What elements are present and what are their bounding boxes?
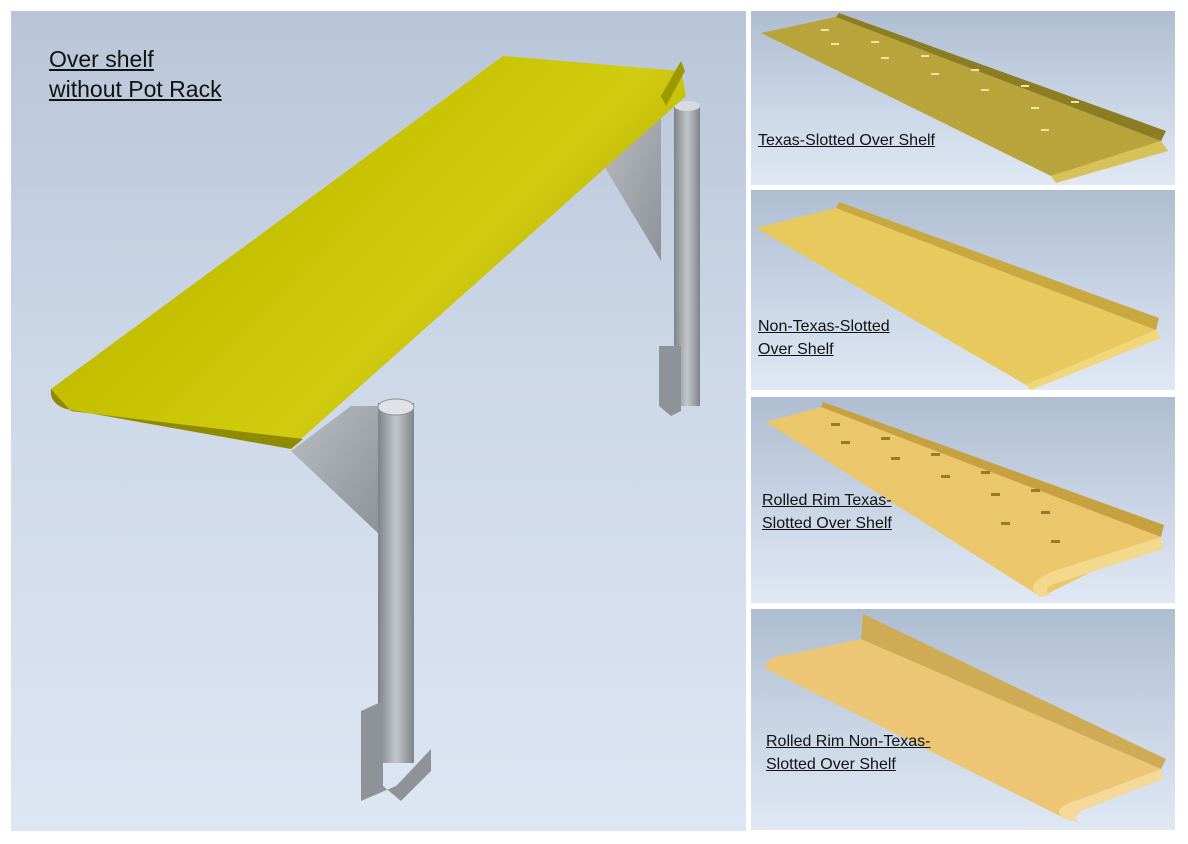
variant-panel-rolled-rim-non-texas bbox=[751, 609, 1175, 830]
main-title-line1: Over shelf bbox=[49, 46, 154, 72]
variant-label-rolled-non-texas-line2: Slotted Over Shelf bbox=[766, 756, 896, 773]
variant-label-non-texas-line1: Non-Texas-Slotted bbox=[758, 318, 890, 335]
front-post bbox=[378, 403, 414, 763]
variant-label-rolled-texas-line1: Rolled Rim Texas- bbox=[762, 492, 892, 509]
variant-panel-non-texas-slotted bbox=[751, 190, 1175, 390]
variant-panel-rolled-rim-texas bbox=[751, 397, 1175, 603]
main-product-panel bbox=[11, 11, 746, 831]
shelf-top bbox=[51, 56, 686, 439]
variant-label-non-texas-line2: Over Shelf bbox=[758, 341, 834, 358]
variant-label-texas-slotted: Texas-Slotted Over Shelf bbox=[758, 132, 935, 149]
variant-label-rolled-non-texas-line1: Rolled Rim Non-Texas- bbox=[766, 733, 931, 750]
rolled-rim-non-texas-shelf-illustration bbox=[751, 609, 1175, 830]
variant-panel-texas-slotted bbox=[751, 11, 1175, 185]
main-title-line2: without Pot Rack bbox=[49, 76, 222, 102]
over-shelf-illustration bbox=[11, 11, 746, 831]
variant-label-rolled-texas-line2: Slotted Over Shelf bbox=[762, 515, 892, 532]
texas-slotted-shelf-illustration bbox=[751, 11, 1175, 185]
back-post-foot bbox=[659, 346, 681, 416]
